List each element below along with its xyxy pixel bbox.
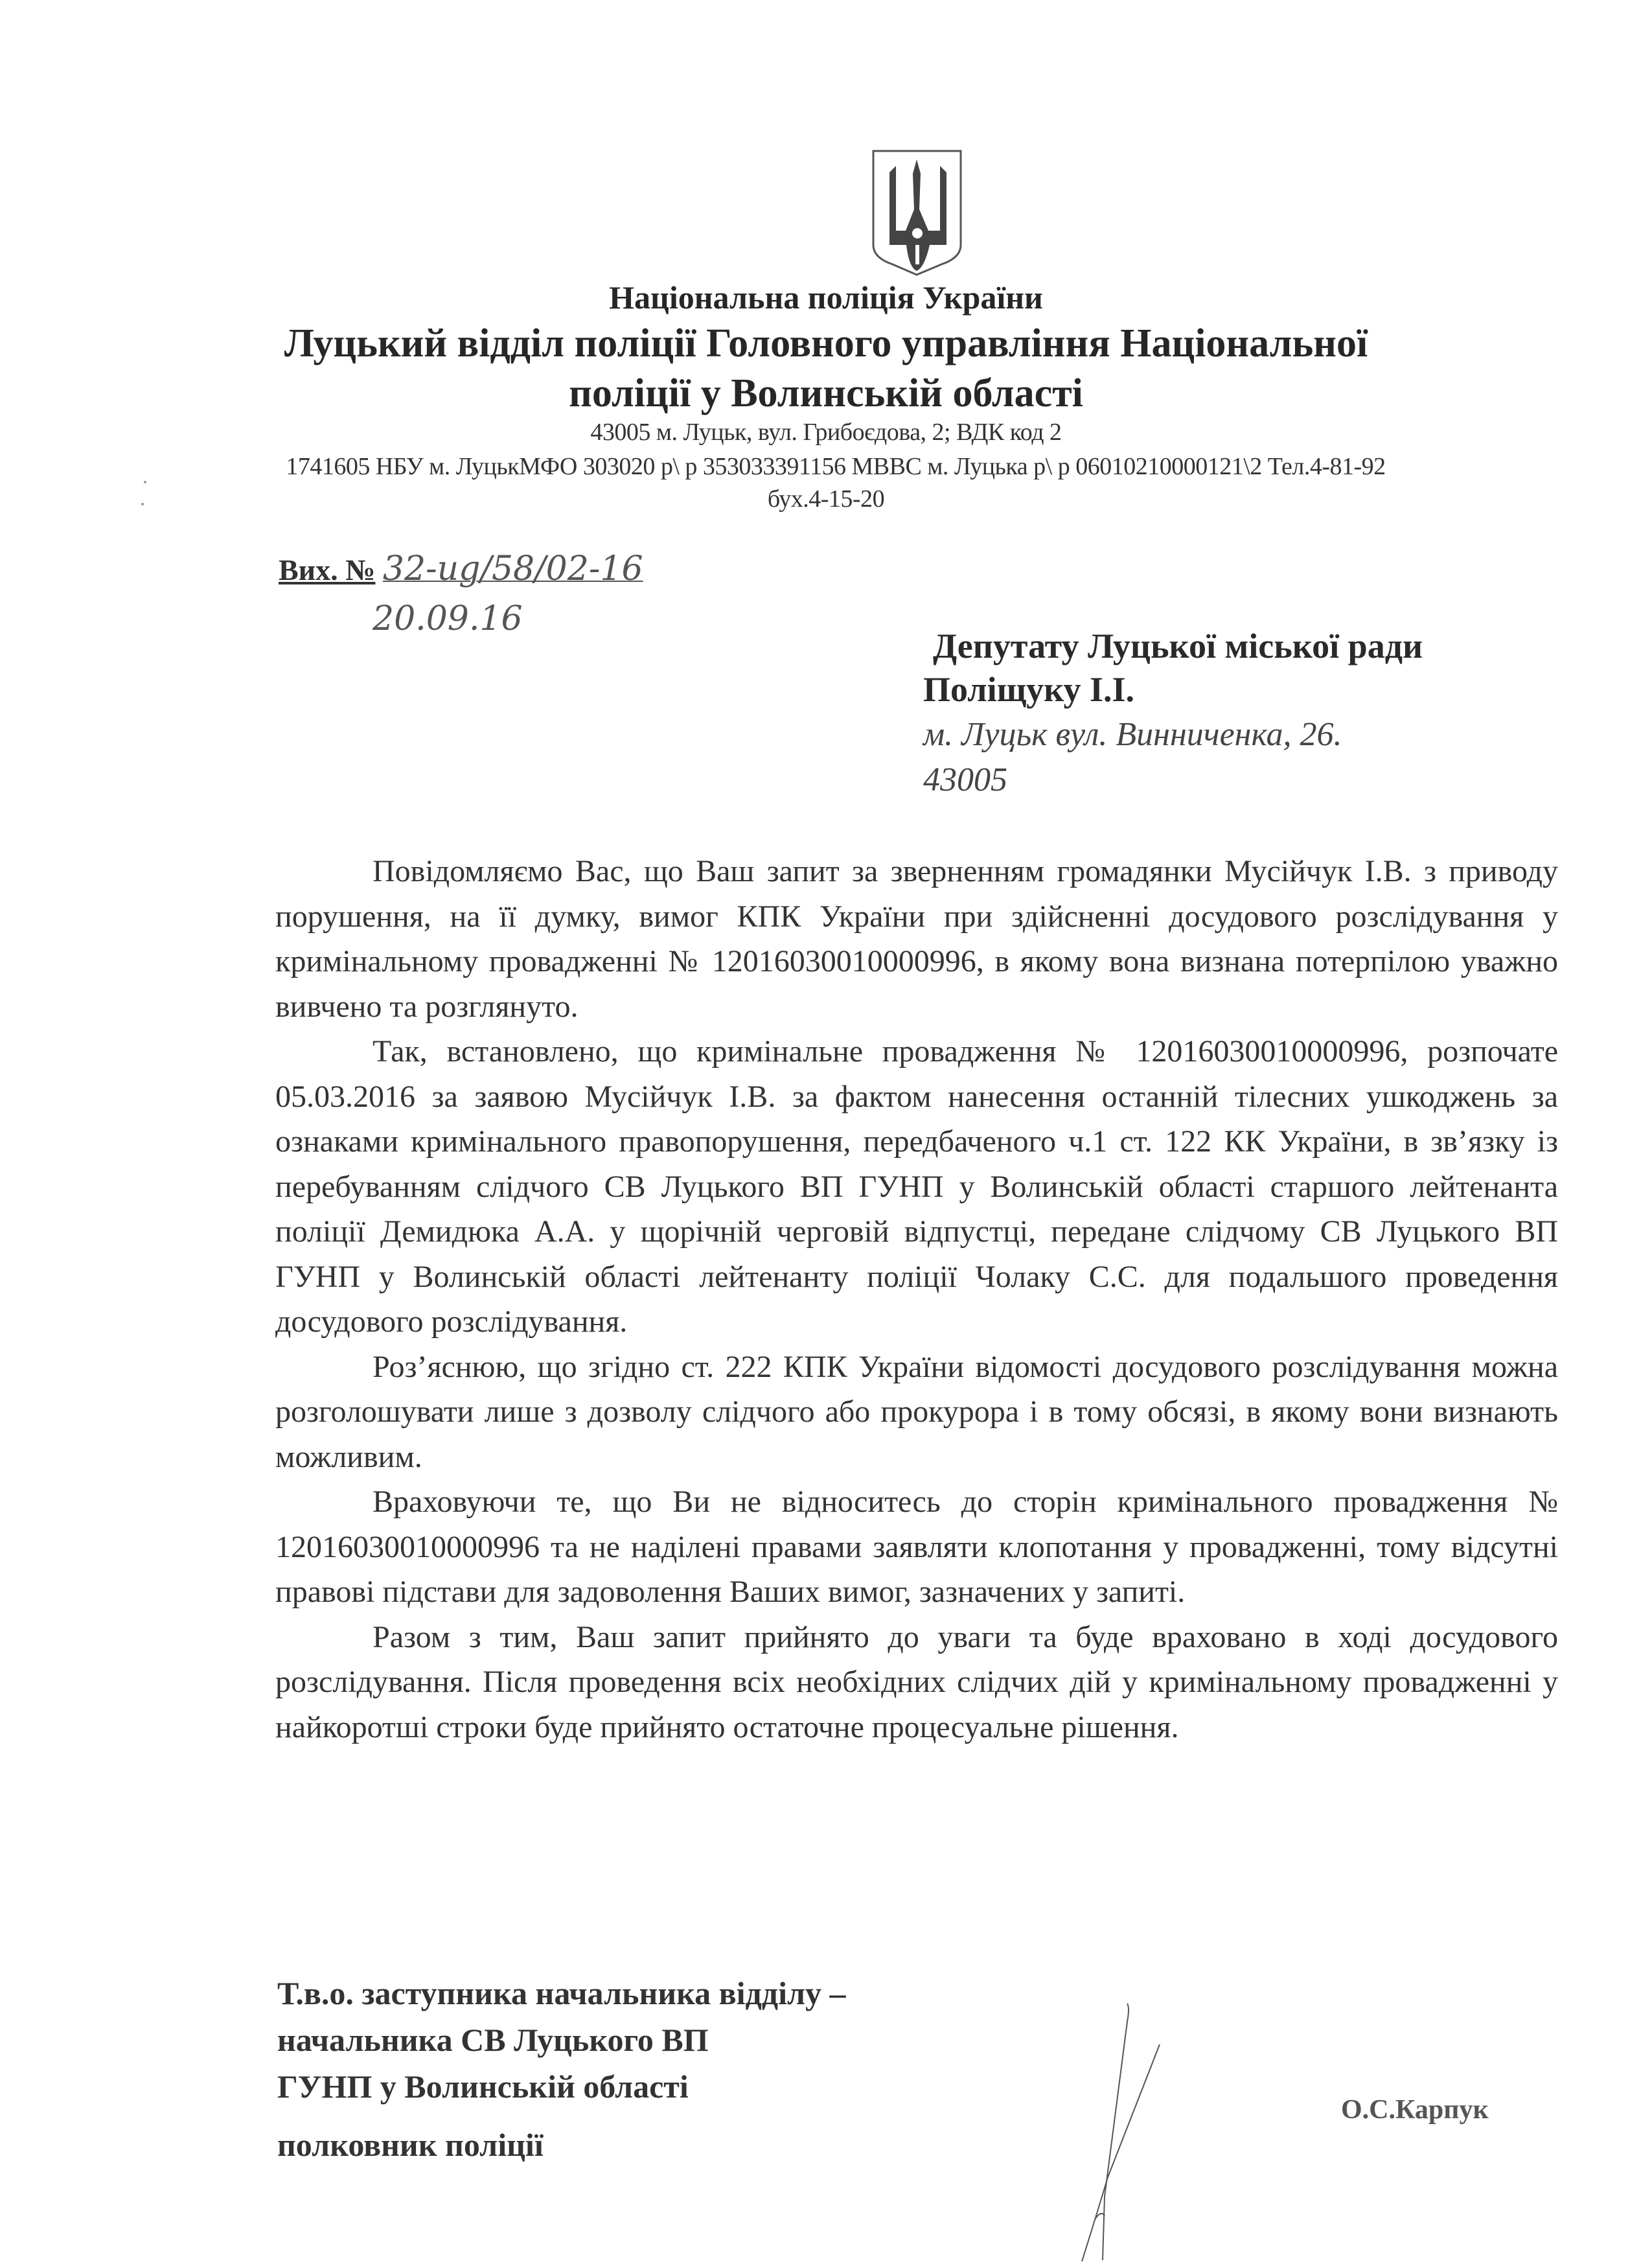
org-bank-details: 1741605 НБУ м. ЛуцькМФО 303020 р\ р 353033391156 МВВС м. Луцька р\ р 06010210000121\2 Тел.4-81-92 (286, 453, 1386, 480)
signer-position-line-1: Т.в.о. заступника начальника відділу – (277, 1975, 846, 2011)
outgoing-number-label: Вих. № (279, 553, 376, 586)
signer-position-line-2: начальника СВ Луцького ВП (277, 2022, 709, 2058)
org-name-national-police: Національна поліція України (609, 279, 1043, 316)
signature-block (277, 1970, 846, 2168)
recipient-block (923, 625, 1423, 803)
org-address: 43005 м. Луцьк, вул. Грибоєдова, 2; ВДК код 2 (590, 419, 1062, 446)
body-paragraph: Враховуючи те, що Ви не відноситесь до сторін кримінального провадження № 12016030010000996 та не наділені правами заявляти клопотання у провадженні, тому відсутні правові підстави для задоволення Ваших вимог, зазначених у запиті. (275, 1485, 1558, 1609)
recipient-name: Поліщуку І.І. (923, 670, 1135, 709)
body-paragraph: Роз’яснюю, що згідно ст. 222 КПК України відомості досудового розслідування можна розголошувати лише з дозволу слідчого або прокурора і в тому обсязі, в якому вони визнають можливим. (275, 1349, 1558, 1474)
body-paragraph: Повідомляємо Вас, що Ваш запит за зверненням громадянки Мусійчук І.В. з приводу порушення, на її думку, вимог КПК України при здійсненні досудового розслідування у кримінальному провадженні № 12016030010000996, в якому вона визнана потерпілою уважно вивчено та розглянуто. (275, 854, 1558, 1024)
signer-rank: полковник поліції (277, 2127, 544, 2163)
recipient-postcode: 43005 (923, 761, 1007, 798)
body-paragraph: Так, встановлено, що кримінальне провадження № 12016030010000996, розпочате 05.03.2016 за заявою Мусійчук І.В. за фактом нанесення останній тілесних ушкоджень за ознаками кримінального правопорушення, передбаченого ч.1 ст. 122 КК України, в зв’язку із перебуванням слідчого СВ Луцького ВП ГУНП у Волинській області старшого лейтенанта поліції Демидюка А.А. у щорічній черговій відпустці, передане слідчому СВ Луцького ВП ГУНП у Волинській області лейтенанту поліції Чолаку С.С. для подальшого проведення досудового розслідування. (275, 1034, 1558, 1339)
signer-name: О.С.Карпук (1341, 2095, 1489, 2125)
org-accounting-phone: бух.4-15-20 (767, 485, 885, 513)
letter-body (275, 849, 1558, 1750)
coat-of-arms-trident-icon (870, 148, 967, 277)
outgoing-number-value: 32-ug/58/02-16 (382, 549, 643, 588)
handwritten-signature-icon (1062, 2002, 1166, 2261)
recipient-address: м. Луцьк вул. Винниченка, 26. (923, 716, 1342, 753)
signer-position-line-3: ГУНП у Волинській області (277, 2068, 689, 2105)
scan-speck (141, 503, 144, 505)
org-name-department-line-2: поліції у Волинській області (569, 371, 1083, 415)
outgoing-number (279, 549, 643, 588)
body-paragraph: Разом з тим, Ваш запит прийнято до уваги та буде враховано в ході досудового розслідування. Після проведення всіх необхідних слідчих дій у кримінальному провадженні у найкоротші строки буде прийнято остаточне процесуальне рішення. (275, 1619, 1558, 1744)
outgoing-date: 20.09.16 (373, 599, 523, 638)
recipient-title: Депутату Луцької міської ради (933, 627, 1423, 665)
scan-speck (144, 481, 146, 483)
org-name-department-line-1: Луцький відділ поліції Головного управління Національної (284, 321, 1368, 365)
